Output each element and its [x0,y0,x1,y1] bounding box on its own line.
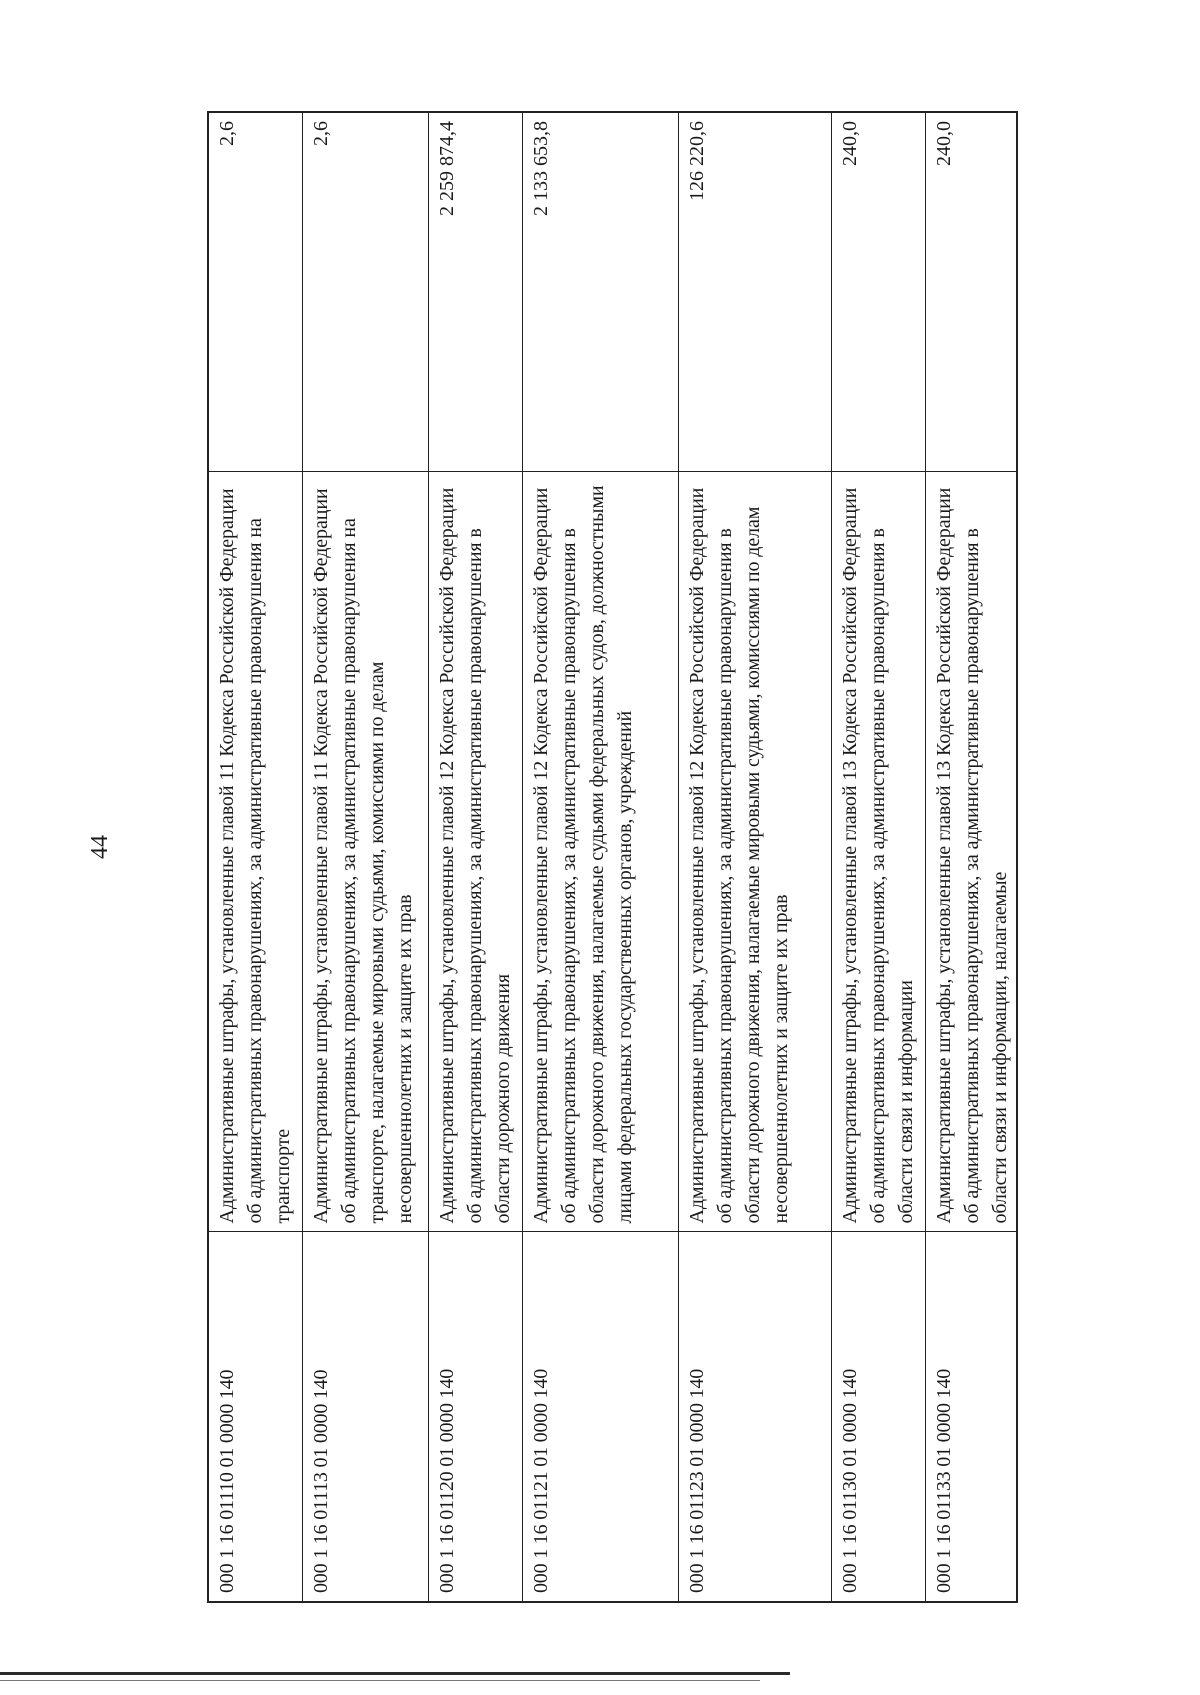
table-row [208,112,302,1602]
amount-cell: 2,6 [302,112,428,472]
table-row [302,112,428,1602]
amount-cell: 2 133 653,8 [522,112,678,472]
amount-cell: 2 259 874,4 [428,112,522,472]
scan-edge-line [0,1680,760,1681]
kbk-code-cell: 000 1 16 01121 01 0000 140 [522,1232,678,1602]
table-row [925,112,1017,1602]
kbk-code-cell: 000 1 16 01123 01 0000 140 [678,1232,831,1602]
description-cell: Административные штрафы, установленные главой 11 Кодекса Российской Федерации об административных правонарушениях, за административные правонарушения на транспорте [208,472,302,1232]
table-row [678,112,831,1602]
description-cell: Административные штрафы, установленные главой 12 Кодекса Российской Федерации об административных правонарушениях, за административные правонарушения в области дорожного движения, налагаемые судьями федеральных судов, должностными лицами федеральных государственных органов, учреждений [522,472,678,1232]
amount-cell: 2,6 [208,112,302,472]
description-cell: Административные штрафы, установленные главой 11 Кодекса Российской Федерации об административных правонарушениях, за административные правонарушения на транспорте, налагаемые мировыми судьями, комиссиями по делам несовершеннолетних и защите их прав [302,472,428,1232]
kbk-code-cell: 000 1 16 01130 01 0000 140 [831,1232,925,1602]
description-cell: Административные штрафы, установленные главой 12 Кодекса Российской Федерации об административных правонарушениях, за административные правонарушения в области дорожного движения, налагаемые мировыми судьями, комиссиями по делам несовершеннолетних и защите их прав [678,472,831,1232]
amount-cell: 240,0 [925,112,1017,472]
page-number: 44 [87,835,113,859]
description-cell: Административные штрафы, установленные главой 12 Кодекса Российской Федерации об административных правонарушениях, за административные правонарушения в области дорожного движения [428,472,522,1232]
amount-cell: 126 220,6 [678,112,831,472]
amount-cell: 240,0 [831,112,925,472]
table-row [522,112,678,1602]
table-row [831,112,925,1602]
budget-table [207,111,1018,1603]
budget-table-container [207,113,1011,1603]
description-cell: Административные штрафы, установленные главой 13 Кодекса Российской Федерации об административных правонарушениях, за административные правонарушения в области связи и информации, налагаемые [925,472,1017,1232]
kbk-code-cell: 000 1 16 01120 01 0000 140 [428,1232,522,1602]
kbk-code-cell: 000 1 16 01110 01 0000 140 [208,1232,302,1602]
kbk-code-cell: 000 1 16 01113 01 0000 140 [302,1232,428,1602]
description-cell: Административные штрафы, установленные главой 13 Кодекса Российской Федерации об административных правонарушениях, за административные правонарушения в области связи и информации [831,472,925,1232]
scan-edge-line [0,1672,790,1675]
kbk-code-cell: 000 1 16 01133 01 0000 140 [925,1232,1017,1602]
table-row [428,112,522,1602]
